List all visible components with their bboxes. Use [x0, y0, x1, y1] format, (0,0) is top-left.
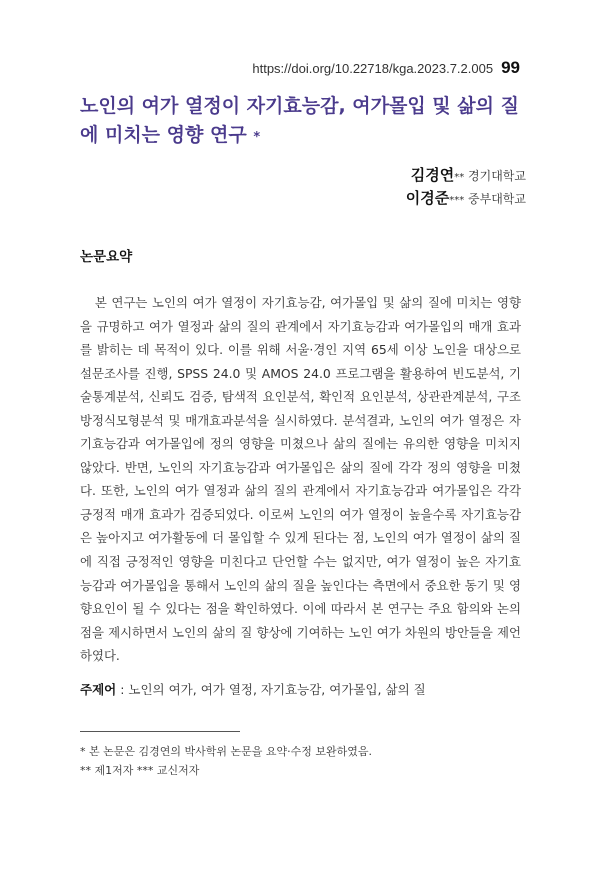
paper-title-text: 노인의 여가 열정이 자기효능감, 여가몰입 및 삶의 질에 미치는 영향 연구 — [80, 95, 519, 146]
author-affiliation: 경기대학교 — [468, 169, 526, 183]
footnote-item: ** 제1저자 *** 교신저자 — [80, 764, 200, 777]
page-number: 99 — [501, 58, 520, 77]
keywords-label: 주제어 — [80, 682, 117, 697]
keywords-text: 노인의 여가, 여가 열정, 자기효능감, 여가몰입, 삶의 질 — [128, 682, 426, 697]
author-name: 김경연 — [410, 166, 455, 184]
keywords-separator: : — [116, 682, 129, 697]
author-mark: ** — [454, 172, 465, 183]
running-header — [252, 58, 520, 78]
author-row — [406, 165, 526, 188]
abstract-body: 본 연구는 노인의 여가 열정이 자기효능감, 여가몰입 및 삶의 질에 미치는 영향을 규명하고 여가 열정과 삶의 질의 관계에서 자기효능감과 여가몰입의 매개 효과를 밝히는 데 목적이 있다. 이를 위해 서울·경인 지역 65세 이상 노인을 대상으로 설문조사를 진행, SPSS 24.0 및 AMOS 24.0 프로그램을 활용하여 빈도분석, 기술통계분석, 신뢰도 검증, 탐색적 요인분석, 확인적 요인분석, 상관관계분석, 구조방정식모형분석 및 매개효과분석을 실시하였다. 분석결과, 노인의 여가 열정은 자기효능감과 여가몰입에 정의 영향을 미쳤으나 삶의 질에는 유의한 영향을 미치지 않았다. 반면, 노인의 자기효능감과 여가몰입은 삶의 질에 각각 정의 영향을 미쳤다. 또한, 노인의 여가 열정과 삶의 질의 관계에서 자기효능감과 여가몰입은 각각 긍정적 매개 효과가 검증되었다. 이로써 노인의 여가 열정이 높을수록 자기효능감은 높아지고 여가활동에 더 몰입할 수 있게 된다는 점, 노인의 여가 열정이 삶의 질에 직접 긍정적인 영향을 미친다고 단언할 수는 없지만, 여가 열정이 높은 자기효능감과 여가몰입을 통해서 노인의 삶의 질을 높인다는 측면에서 중요한 동기 및 영향요인이 될 수 있다는 점을 확인하였다. 이에 따라서 본 연구는 주요 함의와 논의점을 제시하면서 노인의 삶의 질 향상에 기여하는 노인 여가 차원의 방안들을 제언하였다. — [80, 295, 521, 664]
author-row — [406, 188, 526, 211]
author-affiliation: 중부대학교 — [468, 192, 526, 206]
author-mark: *** — [449, 195, 465, 206]
author-name: 이경준 — [405, 189, 450, 207]
keywords-line — [80, 680, 426, 698]
footnote-divider — [80, 731, 240, 732]
abstract-heading: 논문요약 — [80, 249, 133, 265]
author-block — [406, 165, 526, 211]
footnote-item: * 본 논문은 김경연의 박사학위 논문을 요약·수정 보완하였음. — [80, 745, 372, 758]
title-footnote-mark: * — [253, 130, 261, 145]
doi-link[interactable]: https://doi.org/10.22718/kga.2023.7.2.005 — [252, 61, 494, 76]
paper-title — [80, 92, 530, 152]
footnotes — [80, 742, 372, 780]
